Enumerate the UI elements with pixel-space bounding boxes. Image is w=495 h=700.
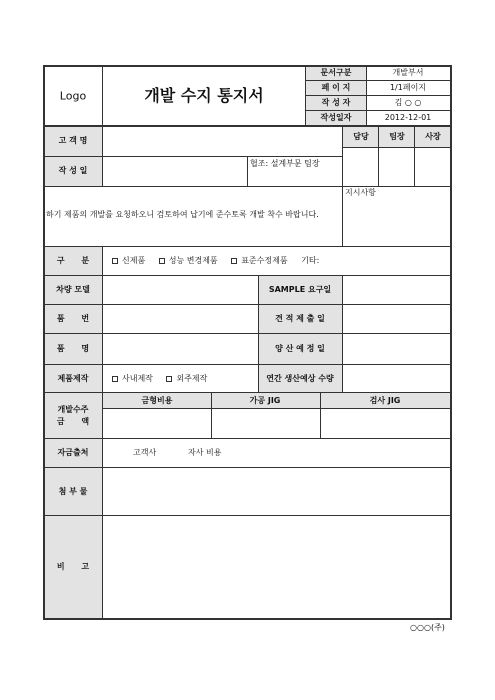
meta-value-page: 1/1페이지 (389, 83, 427, 92)
customer-field[interactable] (104, 128, 341, 155)
outsource-label: 외주제작 (176, 374, 208, 383)
performance-change-checkbox[interactable] (159, 258, 165, 264)
meta-label-author: 작 성 자 (321, 98, 351, 107)
standard-modify-checkbox[interactable] (231, 258, 237, 264)
document-title: 개발 수지 통지서 (144, 86, 264, 105)
company-name: ○○○(주) (410, 623, 445, 632)
customer-label: 고 객 명 (58, 136, 88, 145)
meta-value-date: 2012-12-01 (384, 113, 432, 122)
instruction-label: 지시사항 (345, 188, 376, 197)
request-text: 하기 제품의 개발를 요청하오니 검토하여 납기에 준수토록 개발 착수 바랍니다. (46, 210, 319, 219)
category-label: 구 분 (56, 256, 90, 265)
cooperation-note: 협조: 설계부문 팀장 (250, 159, 320, 168)
dev-amount-label-line2: 금 액 (56, 417, 90, 426)
meta-label-page: 페 이 지 (321, 83, 351, 92)
outsource-checkbox[interactable] (166, 376, 172, 382)
standard-modify-label: 표준수정제품 (241, 256, 288, 265)
approval-sign-staff[interactable] (344, 149, 377, 185)
vehicle-model-label: 차량 모델 (56, 285, 90, 294)
funding-customer-option[interactable]: 고객사 (133, 448, 157, 457)
in-house-option[interactable] (112, 374, 153, 383)
meta-label-date: 작성일자 (320, 113, 352, 122)
logo: Logo (59, 89, 87, 103)
funding-own-cost-option[interactable]: 자사 비용 (188, 448, 222, 457)
mass-production-date-label: 양 산 예 정 일 (275, 344, 325, 353)
funding-source-label: 자금출처 (57, 448, 89, 457)
meta-value-author: 김 ○ ○ (394, 98, 422, 107)
meta-value-doc-type: 개발부서 (392, 68, 424, 77)
part-name-label: 품 명 (56, 344, 90, 353)
new-product-label: 신제품 (122, 256, 146, 265)
approval-sign-president[interactable] (416, 149, 449, 185)
mold-cost-header: 금형비용 (141, 396, 173, 405)
approval-sign-team-lead[interactable] (380, 149, 413, 185)
other-label: 기타: (301, 256, 320, 265)
manufacture-options (112, 375, 207, 383)
performance-change-option[interactable] (159, 256, 218, 265)
performance-change-label: 성능 변경제품 (168, 256, 218, 265)
sample-request-date-label: SAMPLE 요구일 (268, 285, 332, 294)
new-product-option[interactable] (112, 256, 145, 265)
approval-header-team-lead: 팀장 (389, 132, 405, 141)
dev-amount-label-line1: 개발수주 (57, 405, 89, 414)
outsource-option[interactable] (166, 374, 207, 383)
written-date-field[interactable] (104, 158, 246, 185)
approval-header-staff: 담당 (353, 132, 369, 141)
estimate-submit-date-label: 견 적 제 출 일 (275, 314, 325, 323)
machining-jig-header: 가공 JIG (249, 396, 281, 405)
attachment-label: 첨 부 물 (58, 487, 88, 496)
written-date-label: 작 성 일 (58, 166, 88, 175)
in-house-checkbox[interactable] (112, 376, 118, 382)
approval-header-president: 사장 (425, 132, 441, 141)
inspection-jig-header: 검사 JIG (369, 396, 401, 405)
category-options (112, 257, 319, 265)
annual-volume-label: 연간 생산예상 수량 (266, 374, 334, 383)
remarks-label: 비 고 (56, 562, 90, 571)
part-number-label: 품 번 (56, 314, 90, 323)
new-product-checkbox[interactable] (112, 258, 118, 264)
meta-label-doc-type: 문서구분 (320, 68, 352, 77)
standard-modify-option[interactable] (231, 256, 287, 265)
manufacture-label: 제품제작 (57, 374, 89, 383)
in-house-label: 사내제작 (122, 374, 153, 383)
